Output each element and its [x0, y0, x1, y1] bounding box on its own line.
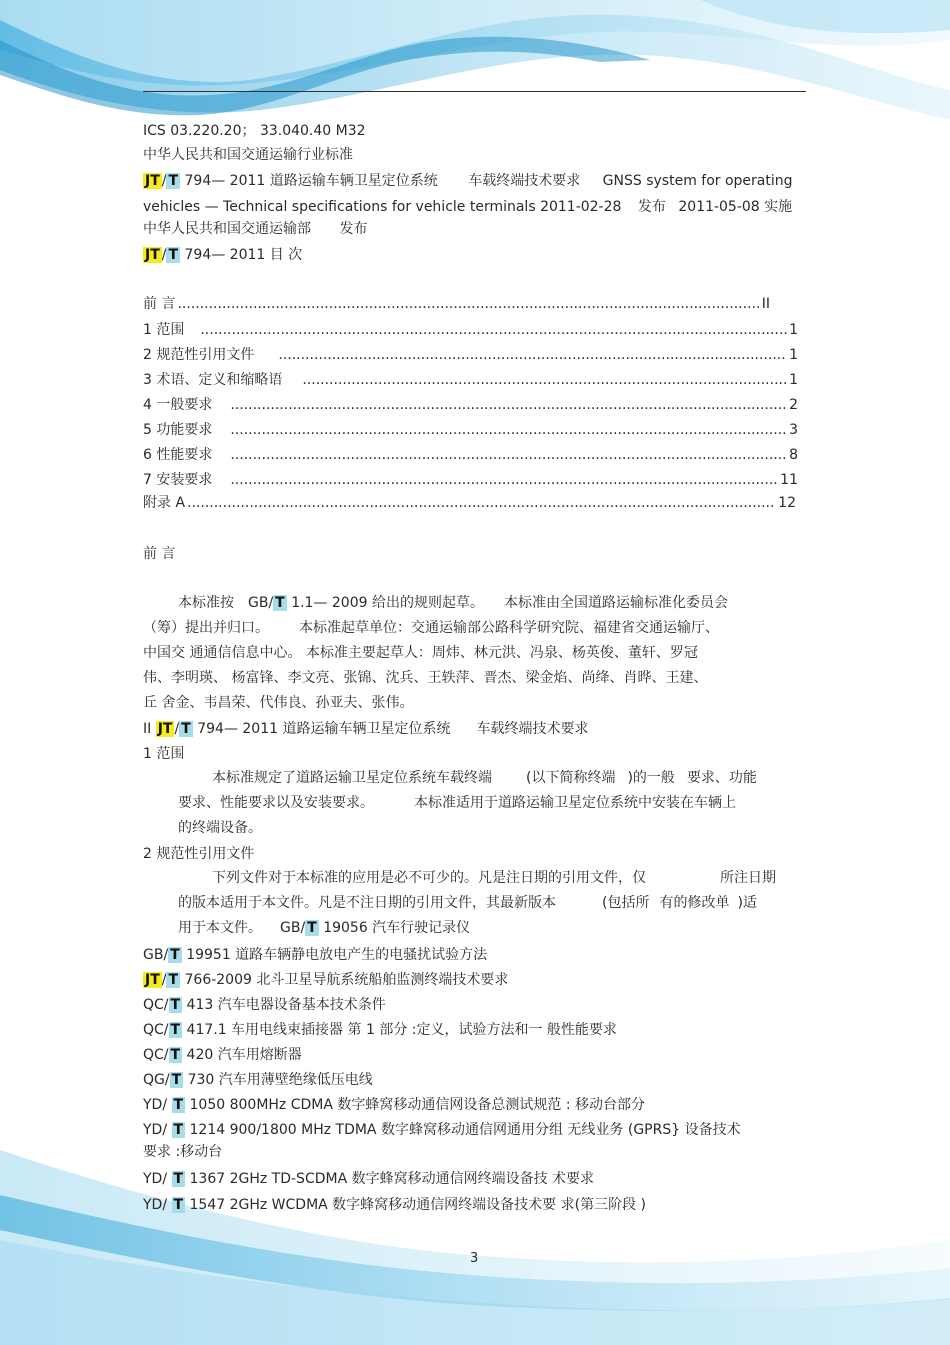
- std-prefix-highlight: T: [168, 972, 179, 988]
- toc-dots: [230, 446, 787, 464]
- std-prefix-highlight: T: [275, 595, 285, 611]
- ref-title: 1367 2GHz TD-SCDMA 数字蜂窝移动通信网终端设备技 术要求: [189, 1171, 595, 1187]
- section-heading: 2 规范性引用文件: [143, 846, 255, 862]
- body-line: [178, 919, 470, 937]
- std-prefix-highlight: JT: [145, 173, 160, 189]
- title-part: vehicles — Technical specifications for vehicle terminals 2011-02-28: [143, 199, 622, 215]
- text: （筹）提出并归口。: [143, 620, 269, 636]
- toc-label: 1 范围: [143, 322, 185, 338]
- std-prefix-highlight: T: [168, 173, 179, 189]
- ref-prefix: GB/: [143, 947, 169, 963]
- publish-label: 发布: [637, 199, 666, 215]
- foreword-line: 中国交 通通信信息中心。 本标准主要起草人：周炜、林元洪、冯泉、杨英俊、董轩、罗冠: [143, 645, 698, 661]
- toc-page: 1: [789, 347, 798, 363]
- text: 1.1— 2009 给出的规则起草。: [291, 595, 484, 611]
- text: 要求、性能要求以及安装要求。: [178, 795, 374, 811]
- text: 本标准规定了道路运输卫星定位系统车载终端: [212, 770, 492, 786]
- text: 要求、功能: [686, 770, 757, 786]
- title-part: 794— 2011 道路运输车辆卫星定位系统: [184, 173, 438, 189]
- std-prefix-highlight: T: [170, 1047, 181, 1063]
- std-prefix-highlight: T: [173, 1197, 184, 1213]
- ref-prefix: YD/: [143, 1197, 172, 1213]
- toc-page: 11: [780, 472, 798, 488]
- text: 本标准起草单位：交通运输部公路科学研究院、福建省交通运输厅、: [299, 620, 719, 636]
- ref-prefix: YD/: [143, 1097, 172, 1113]
- body-line: [178, 894, 757, 912]
- body-line: [212, 869, 776, 887]
- text: 19056 汽车行驶记录仪: [323, 920, 471, 936]
- std-prefix-highlight: JT: [157, 721, 173, 737]
- ref-title: 766-2009 北斗卫星导航系统船舶监测终端技术要求: [184, 972, 509, 988]
- ref-prefix: JT: [145, 972, 160, 988]
- toc-dots: [230, 396, 787, 414]
- toc-heading: JT / T 794— 2011 目 次: [145, 247, 303, 263]
- reference-item: [143, 996, 386, 1014]
- ministry: 中华人民共和国交通运输部: [143, 221, 311, 237]
- standard-org: 中华人民共和国交通运输行业标准: [143, 147, 353, 163]
- toc-entry[interactable]: [143, 471, 798, 489]
- toc-page: II: [761, 296, 770, 312]
- ref-prefix: QC/: [143, 1022, 169, 1038]
- toc-label: 前 言: [143, 296, 176, 312]
- toc-heading-text: 794— 2011 目 次: [184, 247, 303, 263]
- ministry-line: [143, 220, 367, 238]
- running-header: II JT / T 794— 2011 道路运输车辆卫星定位系统 车载终端技术要求: [143, 721, 589, 737]
- std-prefix-highlight: T: [173, 1097, 184, 1113]
- toc-entry[interactable]: [143, 295, 770, 313]
- toc-entry[interactable]: [143, 371, 798, 389]
- std-prefix-highlight: T: [307, 920, 317, 936]
- text: 的版本适用于本文件。凡是不注日期的引用文件，其最新版本: [178, 895, 556, 911]
- reference-item: [143, 1170, 594, 1188]
- reference-item: JT / T 766-2009 北斗卫星导航系统船舶监测终端技术要求: [145, 972, 509, 988]
- ref-title: 420 汽车用熔断器: [186, 1047, 302, 1063]
- ref-prefix: YD/: [143, 1122, 172, 1138]
- toc-label: 附录 A: [143, 495, 186, 511]
- std-prefix-highlight: T: [181, 721, 191, 737]
- std-prefix-highlight: JT: [145, 247, 160, 263]
- reference-item: [143, 1143, 222, 1161]
- body-line: [212, 769, 757, 787]
- toc-entry[interactable]: [143, 494, 796, 512]
- foreword-heading: 前 言: [143, 546, 176, 562]
- ref-title: 1547 2GHz WCDMA 数字蜂窝移动通信网终端设备技术要 求(第三阶段 ): [189, 1197, 647, 1213]
- std-prefix-highlight: T: [170, 947, 180, 963]
- std-prefix-highlight: T: [170, 1022, 181, 1038]
- ics-code: ICS 03.220.20； 33.040.40 M32: [143, 123, 366, 139]
- ref-title: 1214 900/1800 MHz TDMA 数字蜂窝移动通信网通用分组 无线业务 (GPRS} 设备技术: [189, 1122, 741, 1138]
- std-prefix-highlight: T: [173, 1122, 184, 1138]
- body-line: 的终端设备。: [178, 820, 262, 836]
- toc-page: 2: [789, 397, 798, 413]
- ref-prefix: QG/: [143, 1072, 170, 1088]
- text: 本标准由全国道路运输标准化委员会: [503, 595, 728, 611]
- toc-dots: [177, 295, 759, 313]
- text: 794— 2011 道路运输车辆卫星定位系统: [197, 721, 451, 737]
- reference-item: [143, 1071, 373, 1089]
- text: 用于本文件。: [178, 920, 262, 936]
- ref-title: 413 汽车电器设备基本技术条件: [186, 997, 386, 1013]
- reference-item: [143, 1046, 302, 1064]
- toc-entry[interactable]: [143, 346, 798, 364]
- toc-label: 4 一般要求: [143, 397, 213, 413]
- std-prefix-highlight: T: [170, 997, 181, 1013]
- reference-item: [143, 1096, 645, 1114]
- toc-entry[interactable]: [143, 421, 798, 439]
- toc-label: 2 规范性引用文件: [143, 347, 255, 363]
- reference-item: [143, 1196, 646, 1214]
- toc-entry[interactable]: [143, 321, 798, 339]
- toc-dots: [187, 494, 776, 512]
- ref-prefix: QC/: [143, 1047, 169, 1063]
- toc-dots: [230, 471, 778, 489]
- reference-item: [143, 1021, 617, 1039]
- standard-title-line: JT / T 794— 2011 道路运输车辆卫星定位系统 车载终端技术要求 GNSS system for operating: [145, 173, 793, 189]
- ref-title: 19951 道路车辆静电放电产生的电骚扰试验方法: [186, 947, 488, 963]
- text: )的一般: [627, 770, 675, 786]
- text: 本标准按: [178, 595, 234, 611]
- toc-entry[interactable]: [143, 396, 798, 414]
- ref-title: 417.1 车用电线束插接器 第 1 部分 :定义，试验方法和一 般性能要求: [186, 1022, 617, 1038]
- foreword-line: [178, 594, 728, 612]
- reference-item: [143, 946, 487, 964]
- toc-page: 3: [789, 422, 798, 438]
- page-number: 3: [470, 1251, 479, 1266]
- toc-label: 5 功能要求: [143, 422, 213, 438]
- text: 车载终端技术要求: [476, 721, 589, 737]
- std-prefix-highlight: T: [171, 1072, 182, 1088]
- toc-dots: [230, 421, 787, 439]
- ref-title: 要求 :移动台: [143, 1144, 223, 1160]
- ref-title: 730 汽车用薄壁绝缘低压电线: [187, 1072, 373, 1088]
- foreword-line: [143, 619, 719, 637]
- text: 下列文件对于本标准的应用是必不可少的。凡是注日期的引用文件，仅: [212, 870, 646, 886]
- title-part: GNSS system for operating: [602, 173, 793, 189]
- foreword-line: 丘 舍金、韦昌荣、代伟良、孙亚夫、张伟。: [143, 695, 414, 711]
- toc-page: 1: [789, 322, 798, 338]
- text: GB/: [248, 595, 274, 611]
- reference-item: [143, 1121, 741, 1139]
- std-prefix-highlight: T: [168, 247, 179, 263]
- standard-title-line-2: [143, 198, 792, 216]
- toc-dots: [200, 321, 787, 339]
- toc-entry[interactable]: [143, 446, 798, 464]
- text: 有的修改单: [659, 895, 730, 911]
- text: 本标准适用于道路运输卫星定位系统中安装在车辆上: [414, 795, 736, 811]
- toc-label: 6 性能要求: [143, 447, 213, 463]
- toc-page: 12: [778, 495, 796, 511]
- toc-label: 7 安装要求: [143, 472, 213, 488]
- ref-prefix: YD/: [143, 1171, 172, 1187]
- title-part: 车载终端技术要求: [468, 173, 581, 189]
- text: GB/: [280, 920, 306, 936]
- text: (包括所: [602, 895, 650, 911]
- section-heading: 1 范围: [143, 746, 185, 762]
- toc-dots: [278, 346, 787, 364]
- toc-page: 8: [789, 447, 798, 463]
- ref-prefix: QC/: [143, 997, 169, 1013]
- toc-label: 3 术语、定义和缩略语: [143, 372, 283, 388]
- std-prefix-highlight: T: [173, 1171, 184, 1187]
- header-rule: [143, 91, 806, 92]
- foreword-line: 伟、李明瑛、 杨富锋、李文亮、张锦、沈兵、王轶萍、晋杰、梁金焰、尚绛、肖晔、王建、: [143, 670, 708, 686]
- implement-date: 2011-05-08 实施: [678, 199, 793, 215]
- text: (以下简称终端: [526, 770, 616, 786]
- ref-title: 1050 800MHz CDMA 数字蜂窝移动通信网设备总测试规范 : 移动台部分: [189, 1097, 645, 1113]
- toc-page: 1: [789, 372, 798, 388]
- toc-dots: [302, 371, 787, 389]
- text: )适: [737, 895, 757, 911]
- page-roman: II: [143, 721, 152, 737]
- body-line: [178, 794, 736, 812]
- text: 所注日期: [720, 870, 776, 886]
- ministry-publish: 发布: [339, 221, 368, 237]
